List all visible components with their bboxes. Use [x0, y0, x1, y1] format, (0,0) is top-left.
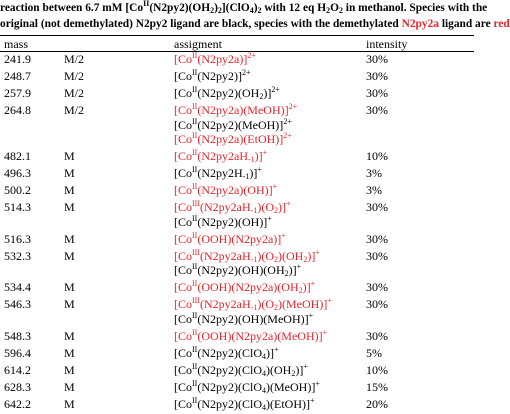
table-row	[0, 183, 474, 200]
assignment-formula: $[Co^{II}(N2py2aH_{-1})]^+$	[174, 148, 268, 164]
assignment-formula: $[Co^{III}(N2py2aH_{-1})(O_2)(MeOH)]^+$	[174, 296, 332, 312]
intensity-cell: 30%	[366, 328, 388, 343]
ion-type-cell: M/2	[64, 69, 85, 83]
assignment-formula: $[Co^{II}(N2py2a)]^{2+}$	[174, 51, 256, 66]
intensity-cell: 30%	[366, 297, 388, 311]
intensity-cell: 10%	[366, 362, 388, 377]
intensity-cell: 3%	[366, 183, 382, 197]
ion-type-cell: M	[64, 149, 75, 163]
header-mass: mass	[4, 37, 28, 51]
mass-cell: 496.3	[4, 166, 31, 180]
intensity-cell: 30%	[366, 69, 388, 83]
assignment-formula: $[Co^{II}(N2py2a)(MeOH)]^{2+}$	[174, 102, 298, 117]
assignment-formula: $[Co^{II}(N2py2)(ClO_4)(MeOH)]^+$	[174, 378, 320, 395]
assignment-formula: $[Co^{III}(N2py2aH_{-1})(O_2)]^+$	[174, 199, 291, 215]
mass-cell: 248.7	[4, 69, 31, 83]
mass-cell: 532.3	[4, 248, 31, 263]
table-row	[0, 103, 474, 149]
table-caption	[0, 0, 510, 32]
intensity-cell: 10%	[366, 149, 388, 163]
table-row	[0, 329, 474, 346]
intensity-cell: 30%	[366, 52, 388, 66]
header-assignment: assigment	[174, 37, 222, 51]
table-row	[0, 363, 474, 380]
mass-cell: 534.4	[4, 280, 31, 294]
intensity-cell: 30%	[366, 103, 388, 117]
ion-type-cell: M	[64, 379, 75, 394]
assignment-formula: $[Co^{II}(N2py2H_{-1})]^+$	[174, 165, 262, 181]
assignment-formula: $[Co^{II}(OOH)(N2py2a)]^+$	[174, 230, 286, 246]
mass-cell: 548.3	[4, 328, 31, 343]
ion-type-cell: M	[64, 183, 75, 197]
ion-type-cell: M/2	[64, 103, 85, 117]
ion-type-cell: M	[64, 362, 75, 377]
intensity-cell: 3%	[366, 166, 382, 180]
mass-cell: 241.9	[4, 52, 31, 66]
assignment-formula: $[Co^{II}(N2py2)(ClO_4)(EtOH)]^+$	[174, 395, 315, 412]
intensity-cell: 30%	[366, 200, 388, 214]
header-intensity: intensity	[366, 37, 408, 51]
caption-line-1: reaction between 6.7 mM $[Co^{II}(N2py2)(OH_2)_2](ClO_4)_2$ with 12 eq $H_2O_2$ in methanol. Species with the	[0, 0, 488, 15]
ion-type-cell: M	[64, 248, 75, 263]
ion-type-cell: M	[64, 345, 75, 360]
table-row	[0, 297, 474, 329]
assignment-formula: $[Co^{II}(N2py2)(ClO_4)]^+$	[174, 344, 279, 361]
mass-cell: 514.3	[4, 200, 31, 214]
ion-type-cell: M/2	[64, 86, 85, 100]
intensity-cell: 30%	[366, 280, 388, 294]
table-row	[0, 280, 474, 297]
ion-type-cell: M	[64, 297, 75, 311]
mass-cell: 264.8	[4, 103, 31, 117]
assignment-formula: $[Co^{II}(N2py2)]^{2+}$	[174, 68, 251, 83]
mass-cell: 482.1	[4, 149, 31, 163]
assignment-formula: $[Co^{II}(N2py2)(ClO_4)(OH_2)]^+$	[174, 361, 308, 378]
assignment-formula: $[Co^{III}(N2py2aH_{-1})(O_2)(OH_2)]^+$	[174, 247, 320, 264]
mass-cell: 628.3	[4, 379, 31, 394]
table-row	[0, 86, 474, 103]
table-row	[0, 380, 474, 397]
assignment-formula: $[Co^{II}(OOH)(N2py2a)(MeOH)]^+$	[174, 327, 328, 343]
mass-cell: 642.2	[4, 396, 31, 411]
mass-cell: 500.2	[4, 183, 31, 197]
table-body	[0, 52, 474, 414]
assignment-formula: $[Co^{II}(N2py2a)(OH)]^+$	[174, 182, 278, 197]
intensity-cell: 30%	[366, 248, 388, 263]
ion-type-cell: M	[64, 280, 75, 294]
intensity-cell: 5%	[366, 345, 382, 360]
table-row	[0, 397, 474, 414]
mass-cell: 516.3	[4, 231, 31, 246]
intensity-cell: 20%	[366, 396, 388, 411]
assignment-formula: $[Co^{II}(N2py2)(MeOH)]^{2+}$	[174, 116, 292, 132]
intensity-cell: 30%	[366, 86, 388, 100]
assignment-formula: $[Co^{II}(N2py2)(OH)(MeOH)]^+$	[174, 310, 314, 326]
mass-cell: 596.4	[4, 345, 31, 360]
assignment-formula: $[Co^{II}(N2py2)(OH)(OH_2)]^+$	[174, 262, 302, 278]
table-row	[0, 69, 474, 86]
table-row	[0, 232, 474, 249]
table-row	[0, 346, 474, 363]
mass-cell: 614.2	[4, 362, 31, 377]
ion-type-cell: M	[64, 396, 75, 411]
table-row	[0, 166, 474, 183]
assignment-formula: $[Co^{II}(N2py2)(OH)]^+$	[174, 213, 272, 229]
assignment-formula: $[Co^{II}(N2py2)(OH_2)]^{2+}$	[174, 85, 280, 101]
assignment-formula: $[Co^{II}(N2py2a)(EtOH)]^{2+}$	[174, 131, 292, 146]
ion-type-cell: M	[64, 328, 75, 343]
table-row	[0, 249, 474, 281]
header-top-rule	[0, 35, 474, 36]
assignment-formula: $[Co^{II}(OOH)(N2py2a)(OH_2)]^+$	[174, 279, 316, 295]
mass-cell: 257.9	[4, 86, 31, 100]
mass-cell: 546.3	[4, 297, 31, 311]
ion-type-cell: M/2	[64, 52, 85, 66]
ion-type-cell: M	[64, 231, 75, 246]
table-row	[0, 200, 474, 232]
table-row	[0, 52, 474, 69]
table-row	[0, 149, 474, 166]
caption-line-2: original (not demethylated) N2py2 ligand are black, species with the demethylated N2py2a ligand are red	[0, 18, 510, 30]
ion-type-cell: M	[64, 166, 75, 180]
intensity-cell: 30%	[366, 231, 388, 246]
ion-type-cell: M	[64, 200, 75, 214]
intensity-cell: 15%	[366, 379, 388, 394]
